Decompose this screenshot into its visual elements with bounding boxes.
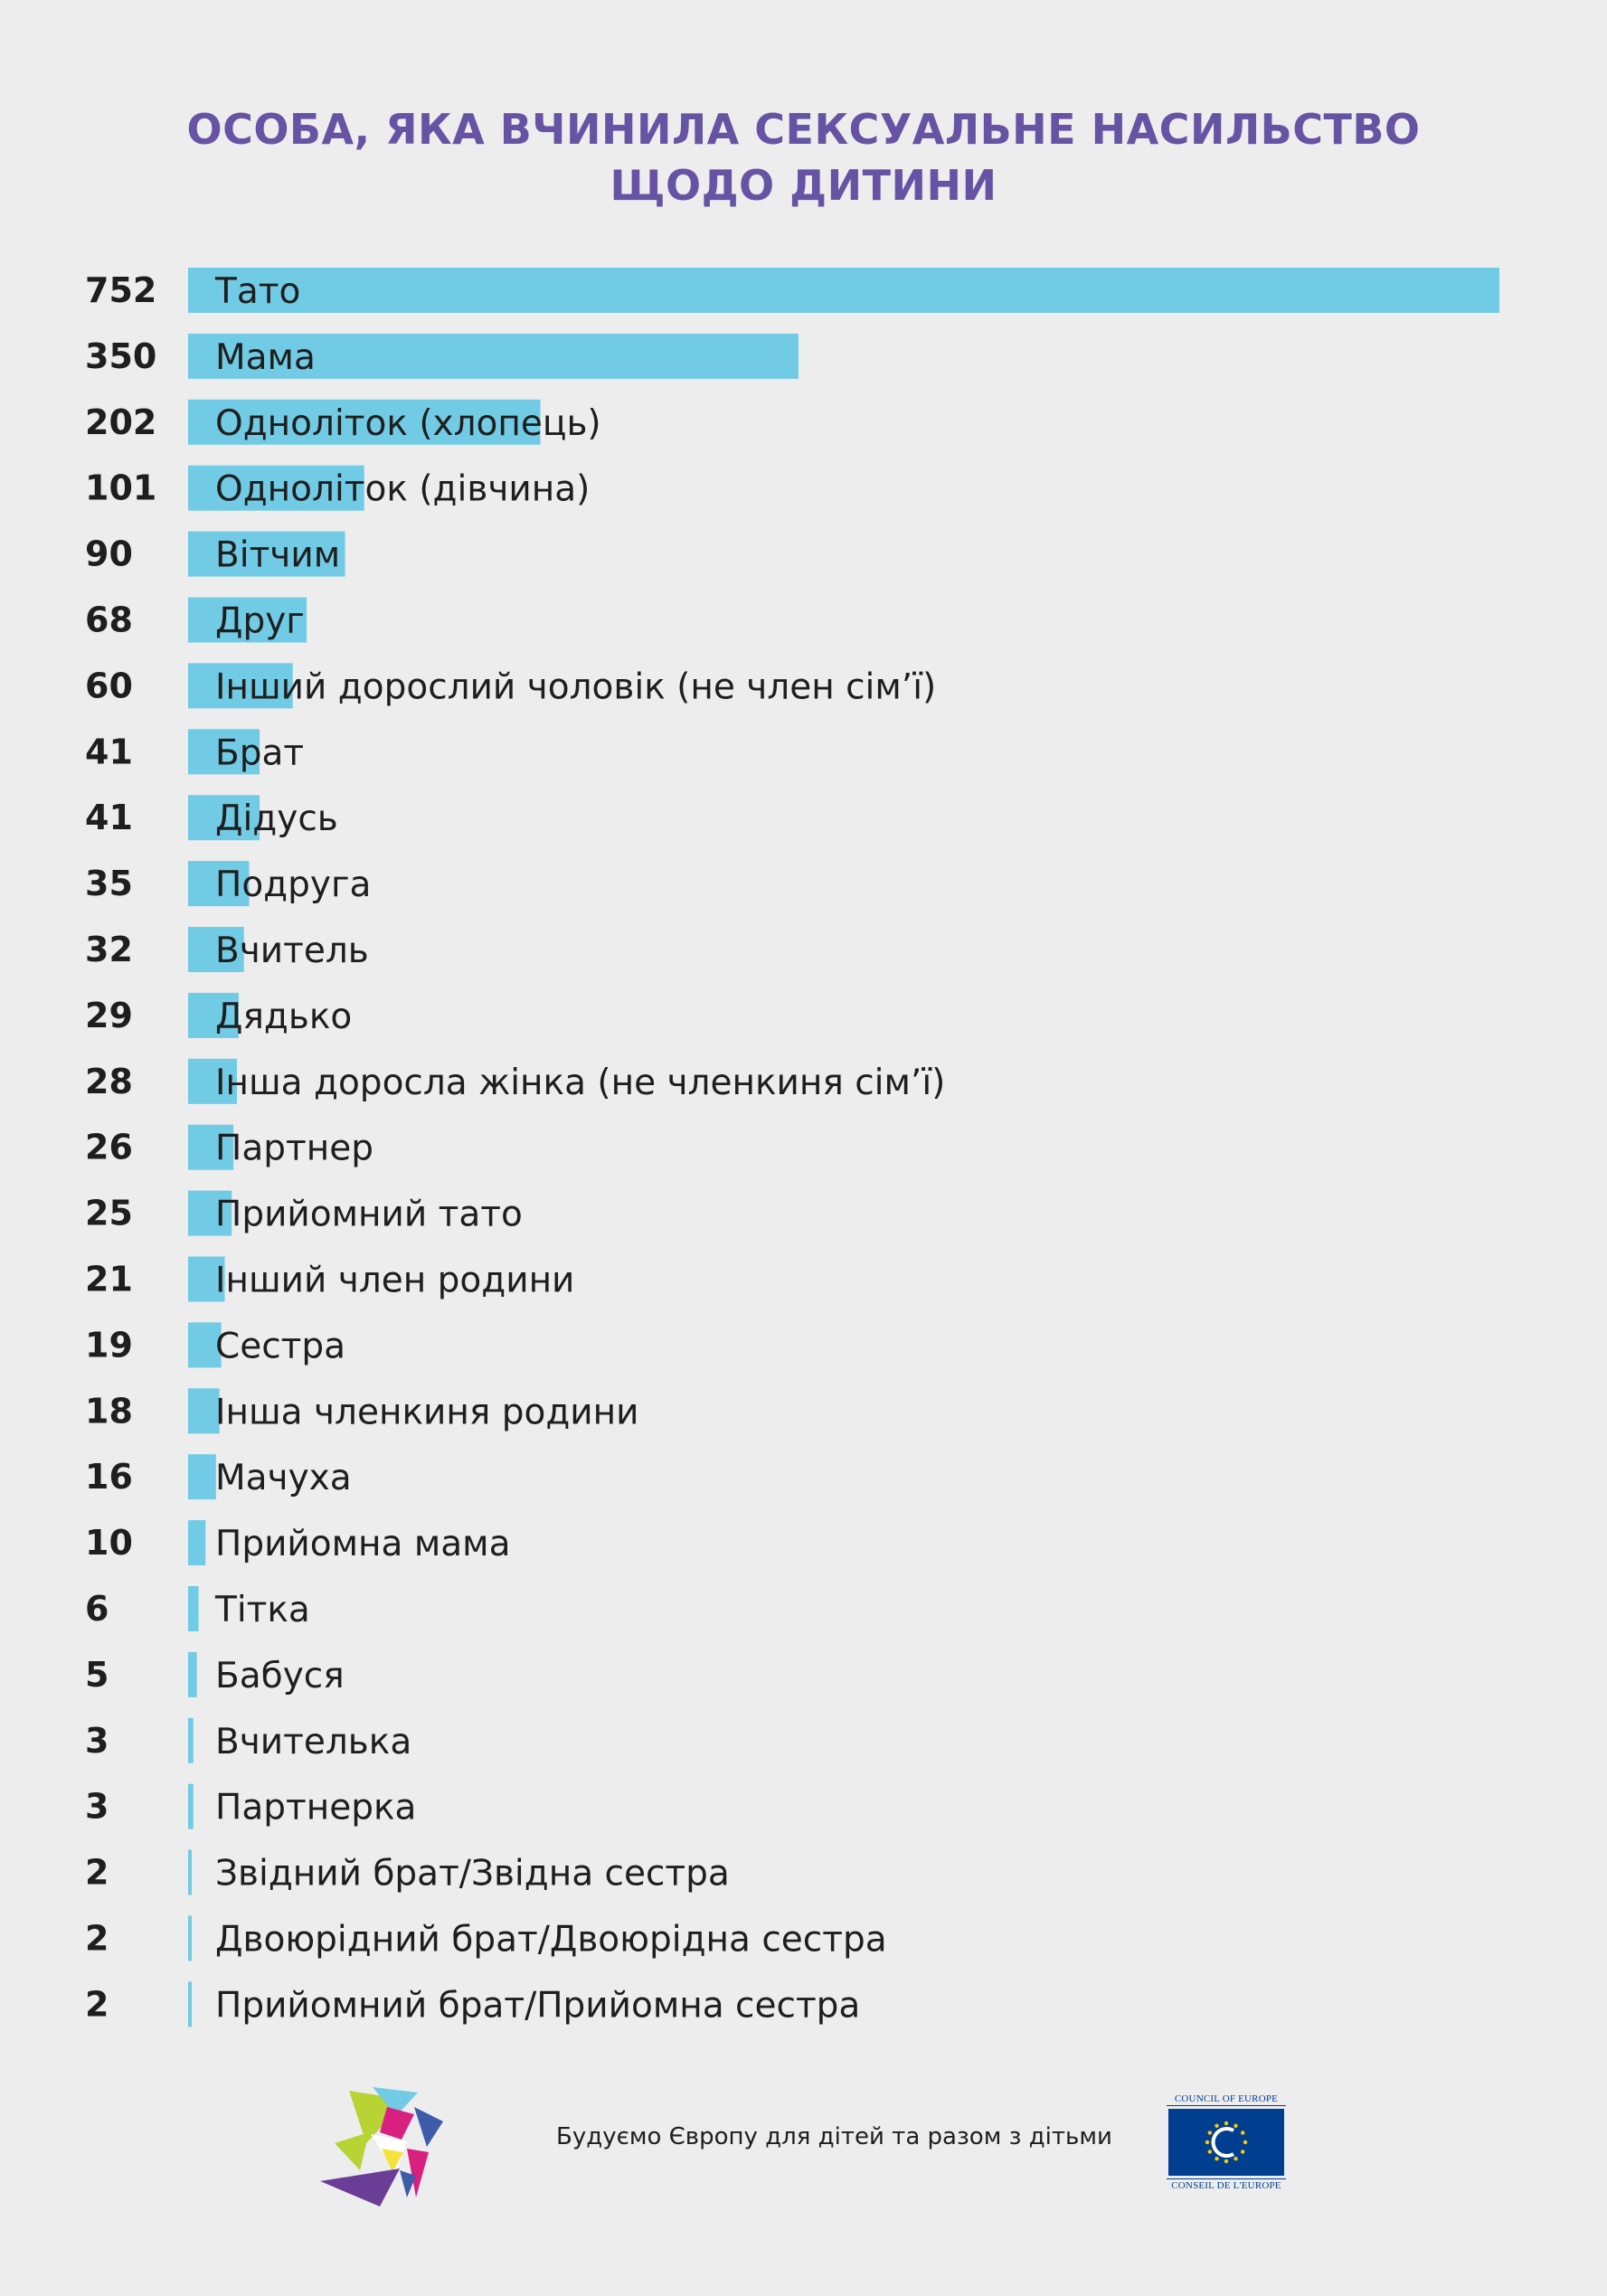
value-label: 5 bbox=[85, 1654, 109, 1695]
bar bbox=[188, 1454, 216, 1499]
category-label: Партнерка bbox=[215, 1787, 417, 1828]
coe-bottom-text: CONSEIL DE L'EUROPE bbox=[1167, 2178, 1286, 2191]
category-label: Друг bbox=[215, 600, 305, 642]
value-label: 32 bbox=[85, 930, 133, 969]
value-label: 10 bbox=[85, 1523, 133, 1564]
category-label: Тато bbox=[215, 271, 301, 312]
category-label: Одноліток (дівчина) bbox=[215, 468, 591, 510]
category-label: Вчитель bbox=[215, 931, 369, 971]
coe-top-text: COUNCIL OF EUROPE bbox=[1167, 2093, 1286, 2106]
value-label: 6 bbox=[85, 1589, 109, 1629]
category-label: Інший дорослий чоловік (не член сім’ї) bbox=[215, 666, 937, 708]
bar-row bbox=[85, 1125, 373, 1170]
value-label: 29 bbox=[85, 995, 133, 1035]
bar bbox=[188, 1850, 192, 1895]
bar-row bbox=[85, 927, 369, 972]
category-label: Брат bbox=[215, 732, 305, 774]
footer-slogan: Будуємо Європу для дітей та разом з дітьми bbox=[556, 2123, 1112, 2150]
bar-row bbox=[85, 1520, 511, 1565]
bar-row bbox=[85, 729, 304, 774]
bar-row bbox=[85, 1652, 345, 1697]
bar-row bbox=[85, 1191, 523, 1236]
category-label: Мама bbox=[215, 336, 316, 378]
value-label: 19 bbox=[85, 1325, 133, 1365]
value-label: 68 bbox=[85, 600, 133, 640]
bar-row bbox=[85, 334, 799, 379]
bar-row bbox=[85, 795, 338, 840]
value-label: 90 bbox=[85, 534, 133, 574]
category-label: Одноліток (хлопець) bbox=[215, 402, 601, 444]
value-label: 101 bbox=[85, 468, 157, 508]
bar bbox=[188, 1916, 192, 1961]
chart-title-line2: ЩОДО ДИТИНИ bbox=[610, 161, 997, 210]
category-label: Прийомний брат/Прийомна сестра bbox=[215, 1985, 861, 2027]
bar-row bbox=[85, 1916, 887, 1961]
chart-title-line1: ОСОБА, ЯКА ВЧИНИЛА СЕКСУАЛЬНЕ НАСИЛЬСТВО bbox=[186, 105, 1421, 154]
bar bbox=[188, 1652, 197, 1697]
bar-row bbox=[85, 1718, 411, 1763]
value-label: 2 bbox=[85, 1852, 109, 1893]
value-label: 18 bbox=[85, 1391, 133, 1431]
value-label: 28 bbox=[85, 1061, 133, 1101]
bar bbox=[188, 1586, 199, 1631]
value-label: 16 bbox=[85, 1457, 133, 1498]
value-label: 2 bbox=[85, 1918, 109, 1959]
category-label: Інша членкиня родини bbox=[215, 1392, 639, 1433]
value-label: 752 bbox=[85, 270, 157, 310]
bar-row bbox=[85, 1059, 945, 1104]
category-label: Дідусь bbox=[215, 798, 338, 840]
bar-row bbox=[85, 861, 371, 906]
category-label: Вітчим bbox=[215, 534, 341, 576]
category-label: Тітка bbox=[215, 1590, 310, 1630]
value-label: 26 bbox=[85, 1127, 133, 1167]
building-europe-logo bbox=[317, 2080, 452, 2206]
category-label: Прийомний тато bbox=[215, 1194, 523, 1235]
category-label: Мачуха bbox=[215, 1458, 352, 1499]
bar bbox=[188, 1520, 205, 1565]
bar-row bbox=[85, 466, 590, 511]
value-label: 25 bbox=[85, 1193, 133, 1233]
bar-row bbox=[85, 532, 345, 577]
category-label: Вчителька bbox=[215, 1721, 412, 1762]
value-label: 3 bbox=[85, 1786, 109, 1827]
value-label: 60 bbox=[85, 666, 133, 706]
value-label: 350 bbox=[85, 335, 157, 376]
bar-row bbox=[85, 663, 936, 708]
council-of-europe-logo bbox=[1167, 2093, 1286, 2191]
category-label: Звідний брат/Звідна сестра bbox=[215, 1853, 730, 1894]
bar-row bbox=[85, 598, 307, 643]
value-label: 21 bbox=[85, 1259, 133, 1299]
value-label: 41 bbox=[85, 732, 133, 772]
bar-row bbox=[85, 400, 601, 445]
bar-row bbox=[85, 1257, 574, 1302]
category-label: Сестра bbox=[215, 1326, 346, 1367]
category-label: Двоюрідний брат/Двоюрідна сестра bbox=[215, 1919, 887, 1961]
bar bbox=[188, 1784, 194, 1829]
bar-row bbox=[85, 1322, 345, 1367]
bar-row bbox=[85, 1454, 352, 1499]
value-label: 3 bbox=[85, 1720, 109, 1761]
bar-row bbox=[85, 1586, 310, 1631]
bar-row bbox=[85, 1850, 730, 1895]
value-label: 41 bbox=[85, 798, 133, 838]
value-label: 35 bbox=[85, 864, 133, 904]
bar-row bbox=[85, 1784, 416, 1829]
bar-row bbox=[85, 268, 1499, 313]
category-label: Інший член родини bbox=[215, 1260, 575, 1301]
bar-row bbox=[85, 1388, 638, 1433]
bar bbox=[188, 268, 1499, 313]
coe-flag-icon bbox=[1168, 2109, 1284, 2176]
category-label: Партнер bbox=[215, 1128, 373, 1169]
bar bbox=[188, 1718, 194, 1763]
category-label: Бабуся bbox=[215, 1655, 345, 1696]
bar-row bbox=[85, 993, 352, 1038]
category-label: Прийомна мама bbox=[215, 1524, 511, 1565]
category-label: Подруга bbox=[215, 865, 372, 906]
category-label: Інша доросла жінка (не членкиня сім’ї) bbox=[215, 1062, 946, 1103]
value-label: 2 bbox=[85, 1984, 109, 2025]
category-label: Дядько bbox=[215, 996, 353, 1037]
bar bbox=[188, 1981, 192, 2027]
value-label: 202 bbox=[85, 402, 157, 442]
bar-row bbox=[85, 1981, 860, 2027]
